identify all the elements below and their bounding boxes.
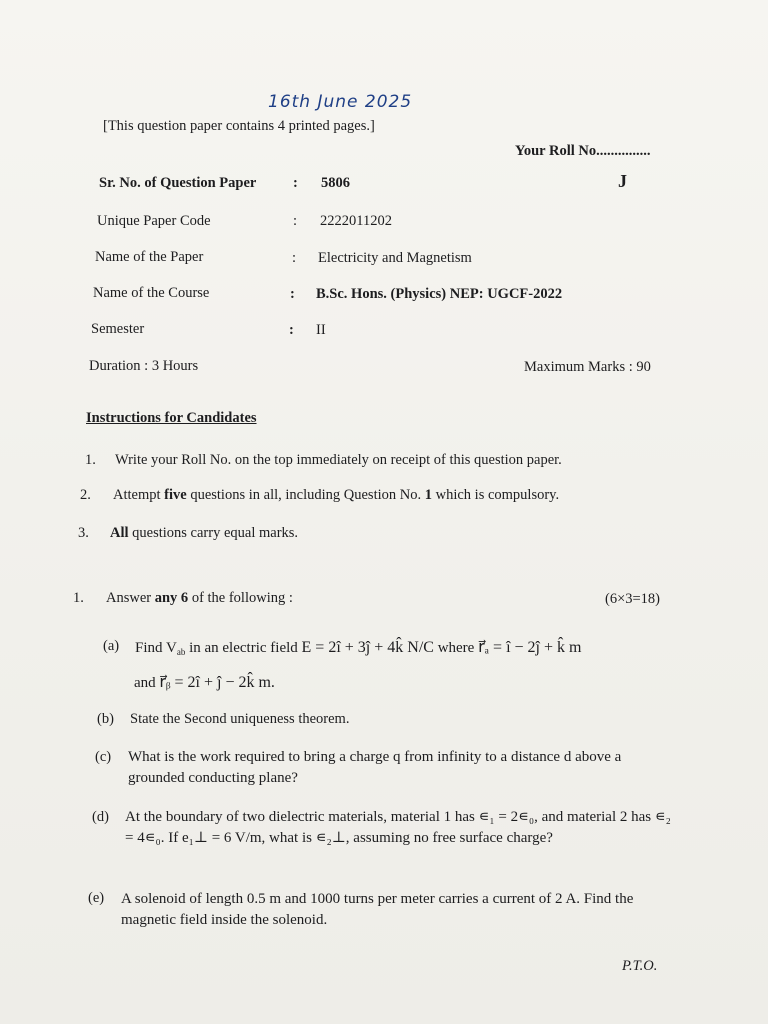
part-b-label: (b) [97,711,114,727]
question-number: 1. [73,590,84,606]
question-1-stem: Answer any 6 of the following : [106,590,293,606]
info-colon: : [293,213,298,229]
part-b-text: State the Second uniqueness theorem. [130,711,350,727]
info-colon: : [289,322,294,338]
info-label-paper-name: Name of the Paper [95,249,204,265]
duration: Duration : 3 Hours [89,358,199,374]
info-label-paper-code: Unique Paper Code [97,213,211,229]
part-a-label: (a) [103,638,120,654]
info-value-semester: II [316,322,326,338]
part-d-label: (d) [92,809,109,825]
handwritten-date: 16th June 2025 [268,92,413,112]
info-label-semester: Semester [91,321,145,337]
info-value-paper-name: Electricity and Magnetism [318,250,472,266]
part-e-label: (e) [88,890,105,906]
pages-note: [This question paper contains 4 printed pages.] [103,118,375,134]
max-marks: Maximum Marks : 90 [524,359,651,375]
part-a-line1: Find $V_{ab}$ in an electric field E = 2î + 3ĵ + 4k̂ N/C where r⃗ₐ = î − 2ĵ + k̂ m [135,639,582,657]
instruction-num: 2. [80,487,91,503]
set-letter: J [618,171,627,191]
instruction-num: 3. [78,525,89,541]
info-colon: : [293,175,298,191]
info-colon: : [292,250,297,266]
part-c-label: (c) [95,749,112,765]
info-value-sr-no: 5806 [321,175,350,191]
info-label-course: Name of the Course [93,285,210,301]
part-c-text: What is the work required to bring a charge q from infinity to a distance d above a grounded conducting plane? [128,749,622,786]
instructions-title: Instructions for Candidates [86,410,257,426]
roll-no-field: Your Roll No............... [515,143,651,159]
question-1-marks: (6×3=18) [605,591,661,607]
instruction-2-text: Attempt five questions in all, including Question No. 1 which is compulsory. [113,487,560,503]
info-value-course: B.Sc. Hons. (Physics) NEP: UGCF-2022 [316,286,563,302]
instruction-num: 1. [85,452,96,468]
pto-footer: P.T.O. [622,958,658,974]
instruction-1-text: Write your Roll No. on the top immediately on receipt of this question paper. [115,452,562,468]
part-d-text: At the boundary of two dielectric materials, material 1 has ∊₁ = 2∊₀, and material 2 has ∊₂ = 4∊₀. If e₁⊥ = 6 V/m, what is ∊₂⊥, assuming no free surface charge? [125,809,671,846]
part-e-text: A solenoid of length 0.5 m and 1000 turns per meter carries a current of 2 A. Find the magnetic field inside the solenoid. [121,891,634,928]
part-a-line2: and r⃗ᵦ = 2î + ĵ − 2k̂ m. [134,674,275,691]
instruction-3-text: All questions carry equal marks. [110,525,299,541]
info-label-sr-no: Sr. No. of Question Paper [99,175,257,191]
info-value-paper-code: 2222011202 [320,213,392,229]
info-colon: : [290,286,295,302]
